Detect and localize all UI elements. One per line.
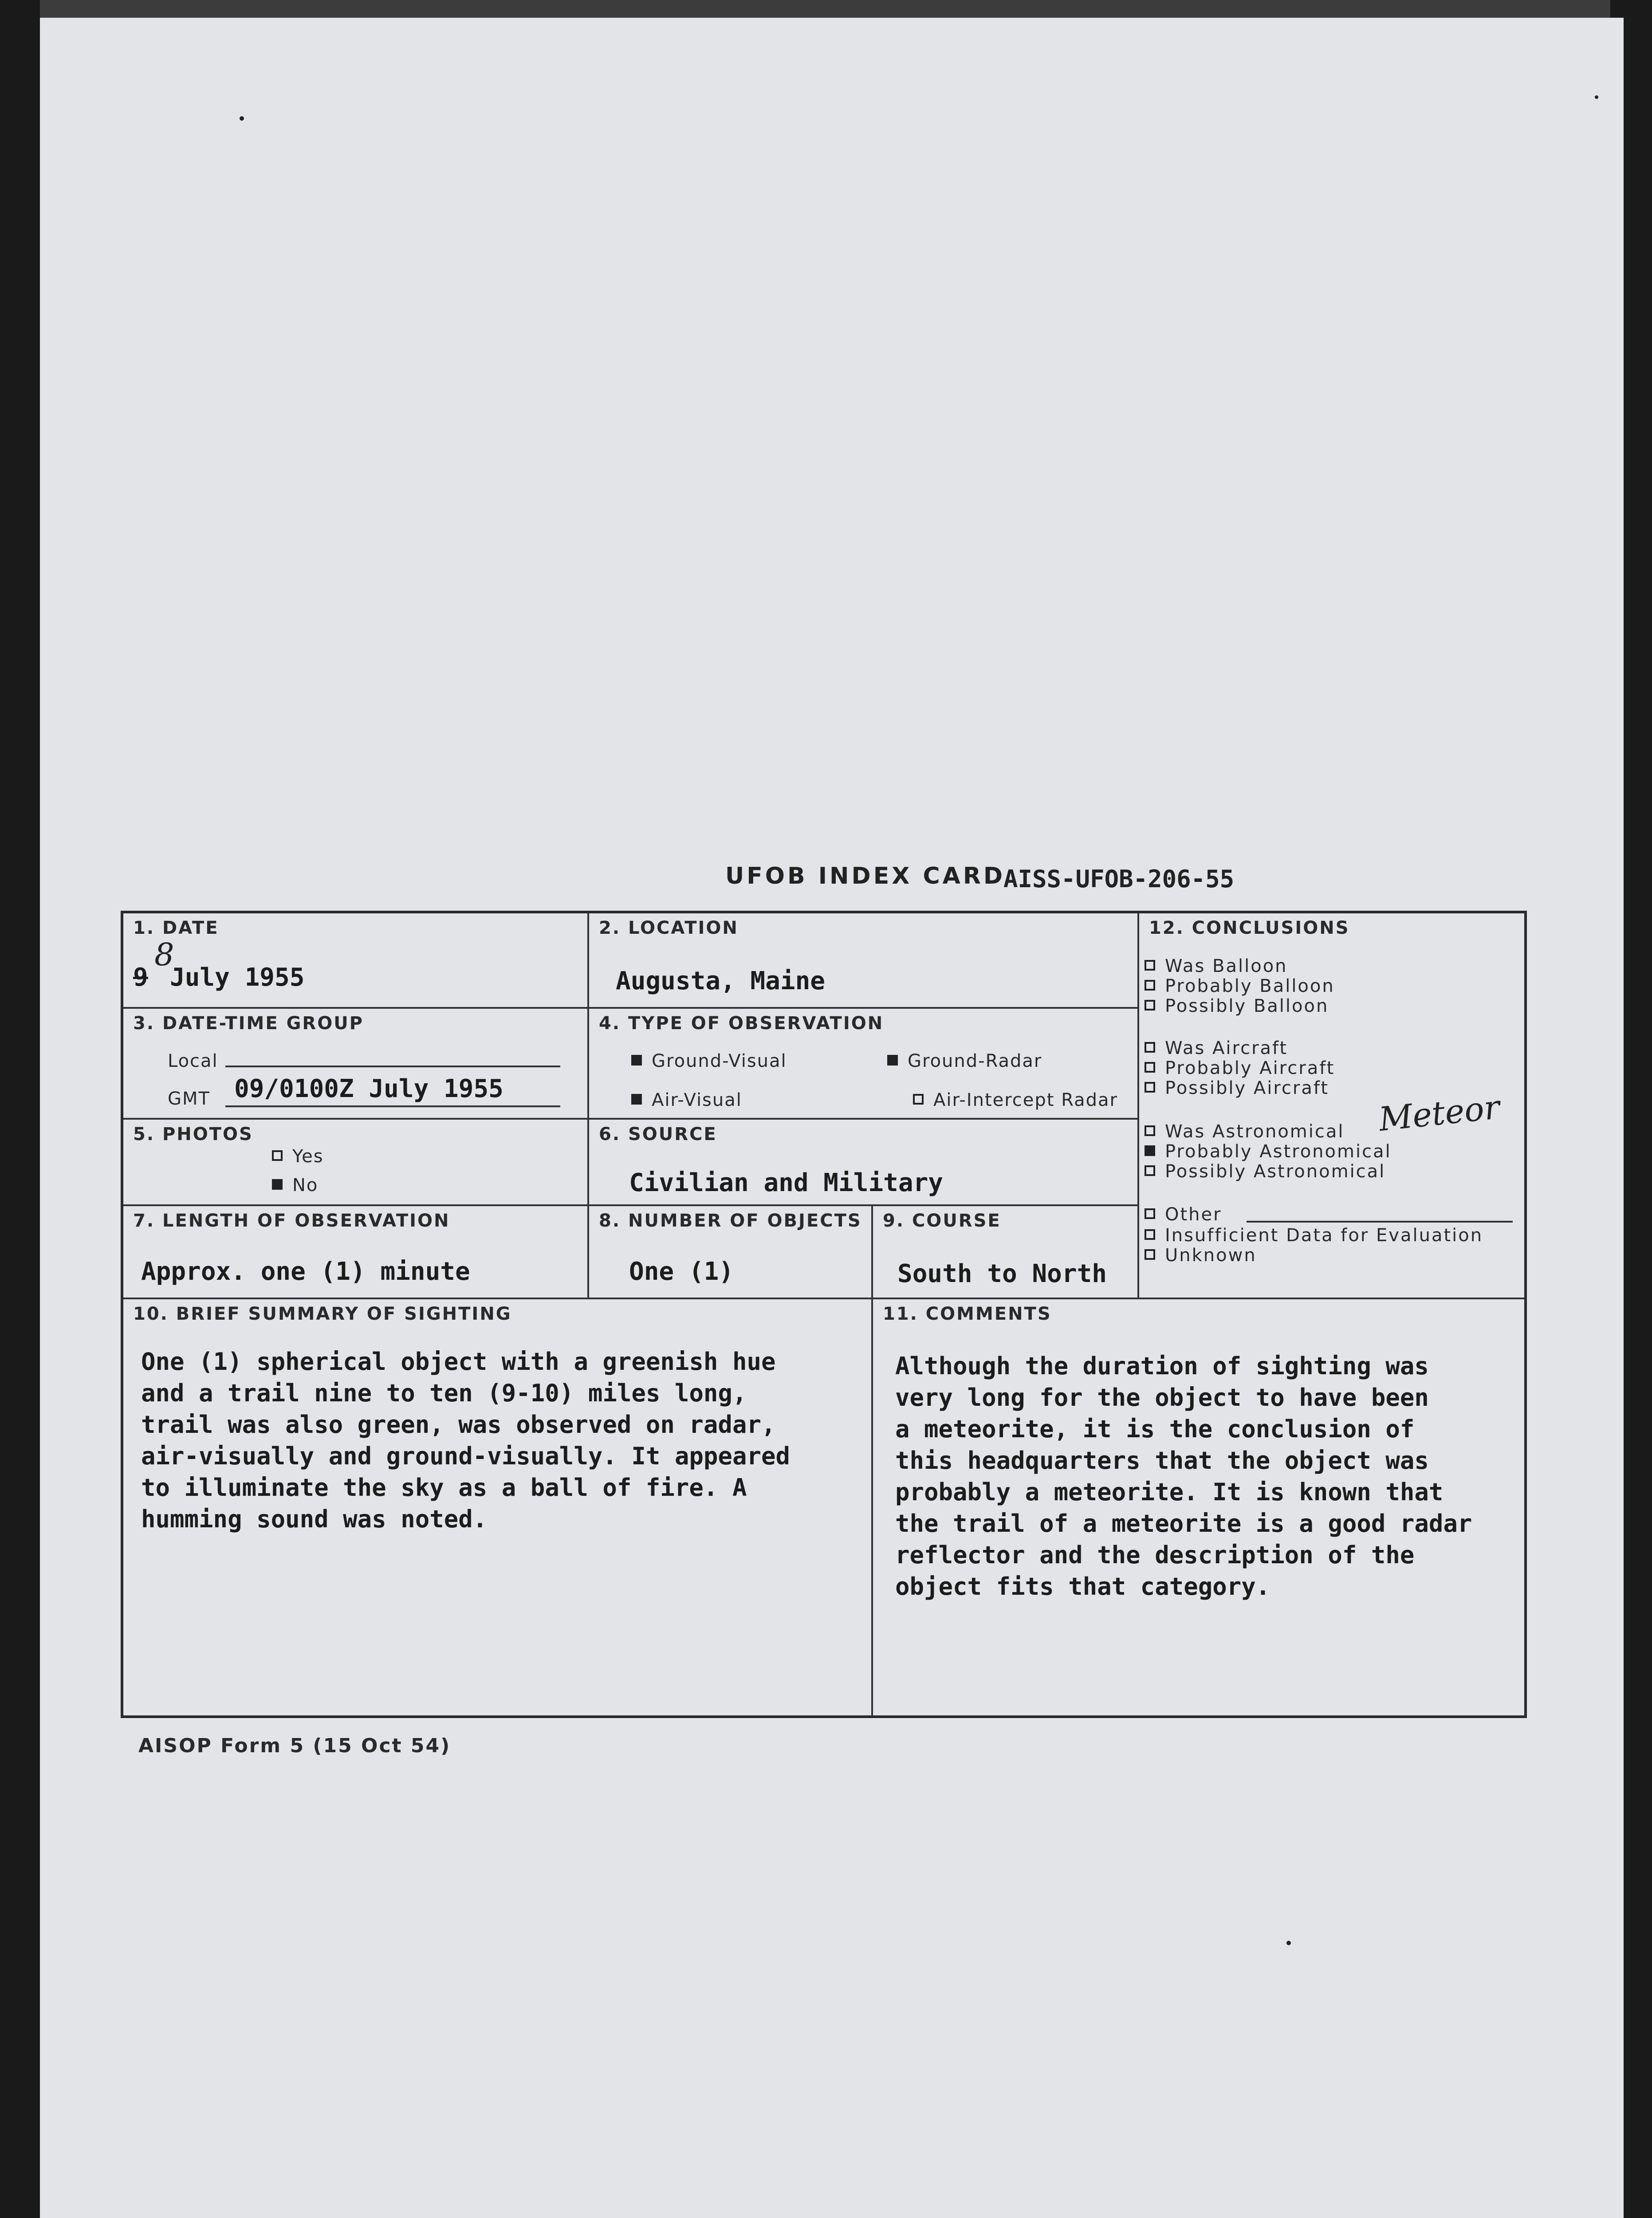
checkbox-icon — [272, 1179, 283, 1190]
summary-line: trail was also green, was observed on radar, — [141, 1411, 776, 1439]
photos-yes: Yes — [272, 1146, 324, 1167]
conclusion-handwritten-note: Meteor — [1377, 1088, 1502, 1139]
checkbox-icon — [1145, 1229, 1155, 1240]
conclusion-item: Other — [1145, 1204, 1222, 1225]
comments-label: 11. COMMENTS — [883, 1304, 1052, 1324]
length-value: Approx. one (1) minute — [141, 1257, 470, 1286]
local-label: Local — [168, 1051, 218, 1071]
date-correction: 8 — [154, 936, 174, 973]
location-label: 2. LOCATION — [599, 918, 739, 938]
course-cell — [873, 1206, 1139, 1299]
scan-speck — [1595, 95, 1598, 99]
source-cell — [589, 1120, 1139, 1206]
location-value: Augusta, Maine — [616, 967, 826, 995]
local-line — [225, 1066, 560, 1067]
summary-label: 10. BRIEF SUMMARY OF SIGHTING — [133, 1304, 512, 1324]
scan-speck — [240, 116, 244, 121]
checkbox-icon — [1145, 1062, 1155, 1073]
date-cell — [123, 913, 589, 1009]
comments-cell — [873, 1299, 1524, 1715]
summary-cell — [123, 1299, 873, 1715]
source-label: 6. SOURCE — [599, 1124, 717, 1144]
gmt-line — [225, 1105, 560, 1107]
comments-line: object fits that category. — [895, 1573, 1270, 1601]
ufob-index-card — [121, 911, 1527, 1718]
form-number: AISOP Form 5 (15 Oct 54) — [138, 1734, 451, 1757]
checkbox-icon — [272, 1150, 283, 1161]
checkbox-icon — [631, 1094, 642, 1105]
conclusion-item: Possibly Balloon — [1145, 996, 1329, 1016]
conclusions-label: 12. CONCLUSIONS — [1149, 918, 1350, 938]
course-label: 9. COURSE — [883, 1211, 1001, 1231]
summary-line: air-visually and ground-visually. It appeared — [141, 1442, 790, 1470]
summary-line: One (1) spherical object with a greenish hue — [141, 1348, 776, 1376]
conclusion-item: Probably Aircraft — [1145, 1058, 1335, 1078]
conclusion-item: Possibly Aircraft — [1145, 1078, 1329, 1098]
checkbox-icon — [1145, 980, 1155, 991]
comments-line: very long for the object to have been — [895, 1384, 1429, 1412]
summary-line: humming sound was noted. — [141, 1505, 488, 1533]
checkbox-icon — [1145, 1145, 1155, 1156]
checkbox-icon — [1145, 1165, 1155, 1176]
conclusion-item: Probably Astronomical — [1145, 1141, 1392, 1162]
conclusion-item: Was Aircraft — [1145, 1038, 1288, 1058]
option-ground-radar: Ground-Radar — [887, 1051, 1042, 1071]
summary-line: to illuminate the sky as a ball of fire. A — [141, 1474, 747, 1502]
summary-line: and a trail nine to ten (9-10) miles long, — [141, 1379, 747, 1407]
card-number: AISS-UFOB-206-55 — [1003, 865, 1235, 893]
card-title: UFOB INDEX CARD — [725, 863, 1006, 889]
length-label: 7. LENGTH OF OBSERVATION — [133, 1211, 450, 1231]
source-value: Civilian and Military — [629, 1168, 944, 1197]
conclusion-item: Unknown — [1145, 1245, 1257, 1266]
conclusion-item: Insufficient Data for Evaluation — [1145, 1225, 1483, 1246]
photos-label: 5. PHOTOS — [133, 1124, 253, 1144]
type-of-observation-label: 4. TYPE OF OBSERVATION — [599, 1013, 884, 1034]
checkbox-icon — [913, 1094, 924, 1105]
comments-text — [895, 1350, 1472, 1602]
checkbox-icon — [1145, 1000, 1155, 1011]
comments-line: reflector and the description of the — [895, 1541, 1415, 1569]
option-air-intercept-radar: Air-Intercept Radar — [913, 1090, 1118, 1110]
gmt-value: 09/0100Z July 1955 — [234, 1074, 503, 1103]
checkbox-icon — [1145, 1249, 1155, 1260]
photos-no: No — [272, 1175, 318, 1196]
comments-line: a meteorite, it is the conclusion of — [895, 1415, 1415, 1443]
conclusion-item: Probably Balloon — [1145, 976, 1335, 996]
photos-cell — [123, 1120, 589, 1206]
conclusion-item: Possibly Astronomical — [1145, 1161, 1385, 1182]
checkbox-icon — [631, 1055, 642, 1066]
course-value: South to North — [897, 1259, 1107, 1288]
summary-text — [141, 1346, 790, 1535]
checkbox-icon — [1145, 1042, 1155, 1053]
conclusion-item: Was Balloon — [1145, 956, 1288, 976]
length-cell — [123, 1206, 589, 1299]
location-cell — [589, 913, 1139, 1009]
date-time-group-cell — [123, 1009, 589, 1120]
checkbox-icon — [1145, 960, 1155, 971]
type-of-observation-cell — [589, 1009, 1139, 1120]
date-time-group-label: 3. DATE-TIME GROUP — [133, 1013, 364, 1034]
checkbox-icon — [1145, 1125, 1155, 1136]
number-of-objects-cell — [589, 1206, 873, 1299]
conclusion-item: Was Astronomical — [1145, 1121, 1345, 1142]
other-line — [1247, 1221, 1513, 1223]
comments-line: probably a meteorite. It is known that — [895, 1478, 1444, 1506]
scan-speck — [1286, 1941, 1291, 1945]
checkbox-icon — [887, 1055, 898, 1066]
option-ground-visual: Ground-Visual — [631, 1051, 787, 1071]
comments-line: this headquarters that the object was — [895, 1447, 1429, 1475]
date-struck: 9 — [133, 963, 148, 992]
number-of-objects-label: 8. NUMBER OF OBJECTS — [599, 1211, 862, 1231]
date-label: 1. DATE — [133, 918, 219, 938]
option-air-visual: Air-Visual — [631, 1090, 742, 1110]
checkbox-icon — [1145, 1208, 1155, 1219]
checkbox-icon — [1145, 1082, 1155, 1093]
date-value: July 1955 — [170, 963, 305, 992]
comments-line: the trail of a meteorite is a good radar — [895, 1510, 1472, 1538]
gmt-label: GMT — [168, 1089, 210, 1109]
number-of-objects-value: One (1) — [629, 1257, 734, 1286]
comments-line: Although the duration of sighting was — [895, 1352, 1429, 1380]
